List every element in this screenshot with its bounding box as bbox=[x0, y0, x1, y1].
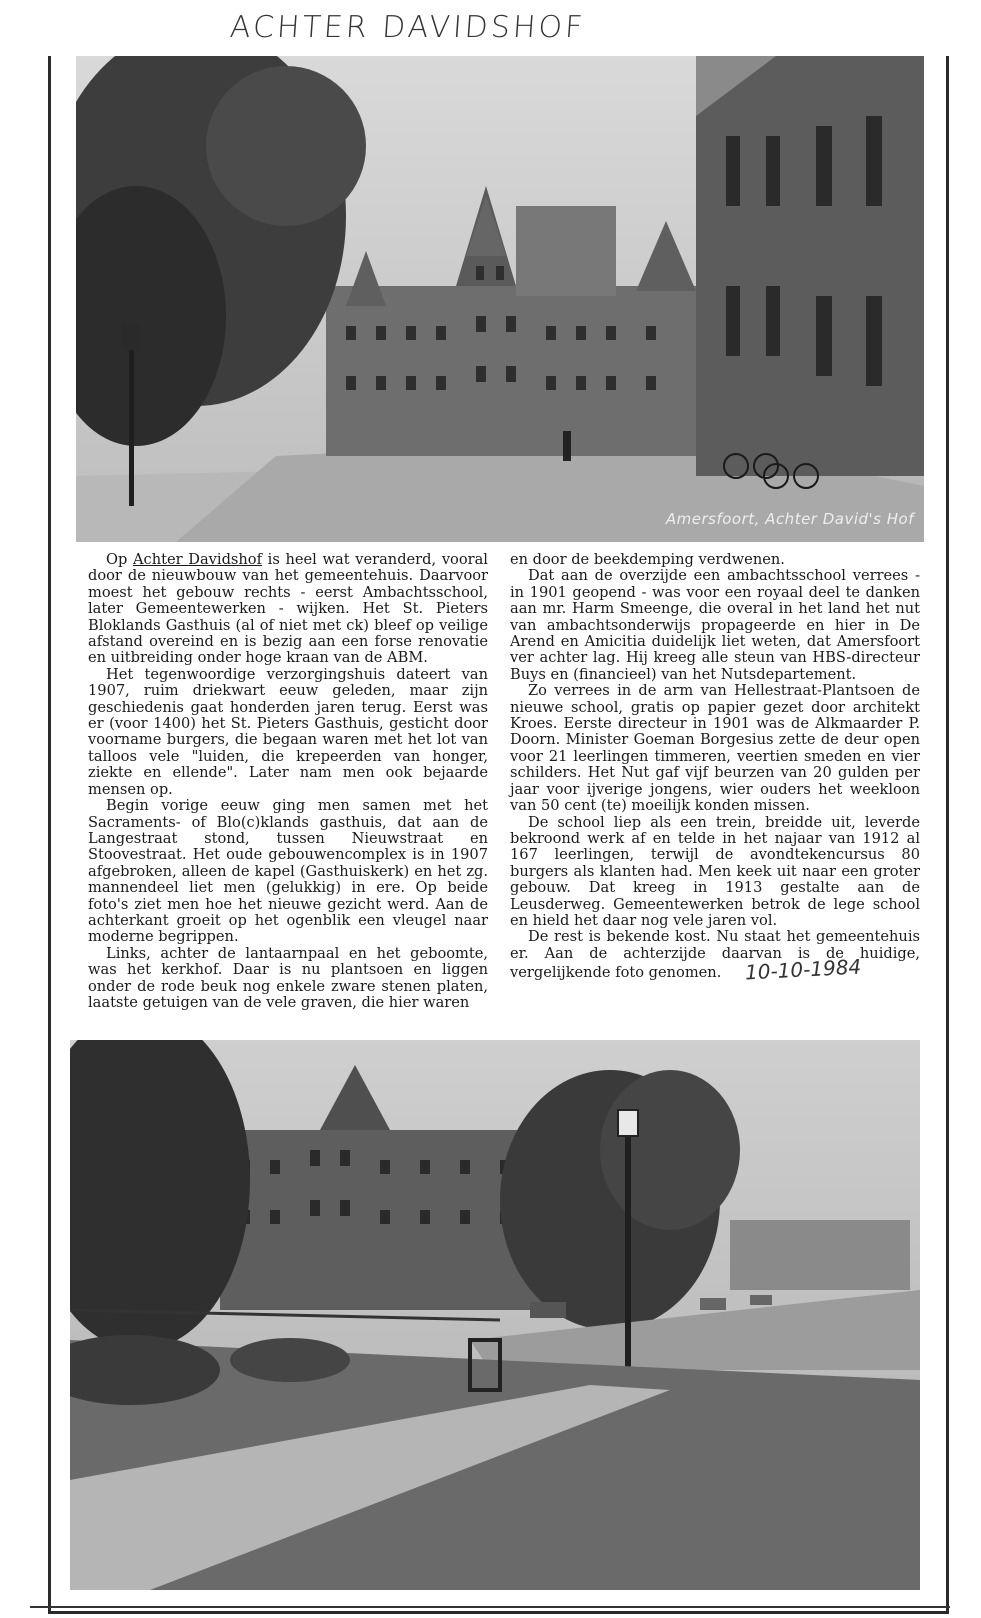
handwritten-title: ACHTER DAVIDSHOF bbox=[228, 10, 587, 45]
paragraph bbox=[88, 552, 488, 667]
article-right-column bbox=[510, 551, 920, 985]
contemporary-photo bbox=[70, 1040, 920, 1590]
handwritten-date: 10-10-1984 bbox=[744, 954, 863, 985]
underlined-street-name: Achter Davidshof bbox=[132, 551, 262, 568]
contemporary-photo-image bbox=[70, 1040, 920, 1590]
historical-photo-image bbox=[76, 56, 924, 542]
paragraph: Links, achter de lantaarnpaal en het geboomte, was het kerkhof. Daar is nu plantsoen en liggen onder de rode beuk nog enkele zware stenen platen, laatste getuigen van de vele graven, die hier waren bbox=[88, 944, 488, 1011]
paragraph: De school liep als een trein, breidde uit, leverde bekroond werk af en telde in het najaar van 1912 al 167 leerlingen, terwijl de avondtekencursus 80 burgers als klanten had. Men keek uit naar een groter gebouw. Dat kreeg in 1913 gestalte aan de Leusderweg. Gemeentewerken betrok de lege school en hield het daar nog vele jaren vol. bbox=[510, 813, 920, 929]
paragraph-text: is heel wat veranderd, vooral door de nieuwbouw van het gemeentehuis. Daarvoor moest het gebouw rechts - eerst Ambachtsschool, later Gemeentewerken - wijken. Het St. Pieters Bloklands Gasthuis (al of niet met ck) bleef op veilige afstand overeind en is bezig aan een forse renovatie en uitbreiding onder hoge kraan van de ABM. bbox=[88, 551, 488, 667]
paragraph-text: Op bbox=[106, 551, 133, 568]
bottom-rule bbox=[30, 1606, 950, 1608]
paragraph: Zo verrees in de arm van Hellestraat-Plantsoen de nieuwe school, gratis op papier gezet door architekt Kroes. Eerste directeur in 1901 was de Alkmaarder P. Doorn. Minister Goeman Borgesius zette de deur open voor 21 leerlingen timmeren, veertien smeden en vier schilders. Het Nut gaf vijf beurzen van 20 gulden per jaar voor ijverige jongens, wier ouders het weekloon van 50 cent (te) moeilijk konden missen. bbox=[510, 682, 920, 815]
paragraph: Dat aan de overzijde een ambachtsschool verrees - in 1901 geopend - was voor een royaal deel te danken aan mr. Harm Smeenge, die overal in het land het nut van ambachtsonderwijs propageerde en hier in De Arend en Amicitia duidelijk liet weten, dat Amersfoort ver achter lag. Hij kreeg alle steun van HBS-directeur Buys en (financieel) van het Nutsdepartement. bbox=[510, 567, 920, 683]
historical-photo bbox=[76, 56, 924, 542]
paragraph: en door de beekdemping verdwenen. bbox=[510, 551, 785, 568]
paragraph: Begin vorige eeuw ging men samen met het Sacraments- of Blo(c)klands gasthuis, dat aan de Langestraat stond, tussen Nieuwstraat en Stoovestraat. Het oude gebouwencomplex is in 1907 afgebroken, alleen de kapel (Gasthuiskerk) en het zg. mannendeel liet men (gelukkig) in ere. Op beide foto's ziet men hoe het nieuwe gezicht werd. Aan de achterkant groeit op het ogenblik een vleugel naar moderne begrippen. bbox=[88, 797, 488, 946]
photo-caption: Amersfoort, Achter David's Hof bbox=[665, 510, 914, 528]
paragraph: Het tegenwoordige verzorgingshuis dateert van 1907, ruim driekwart eeuw geleden, maar zijn geschiedenis gaat honderden jaren terug. Eerst was er (voor 1400) het St. Pieters Gasthuis, gesticht door voorname burgers, die begaan waren met het lot van talloos vele "luiden, die krepeerden van honger, ziekte en ellende". Later nam men ook bejaarde mensen op. bbox=[88, 665, 488, 798]
paragraph-text: De rest is bekende kost. Nu staat het gemeentehuis er. Aan de achterzijde daarvan is de huidige, vergelijkende foto genomen. bbox=[510, 928, 920, 982]
paragraph bbox=[510, 928, 920, 985]
article-left-column bbox=[88, 552, 488, 1011]
